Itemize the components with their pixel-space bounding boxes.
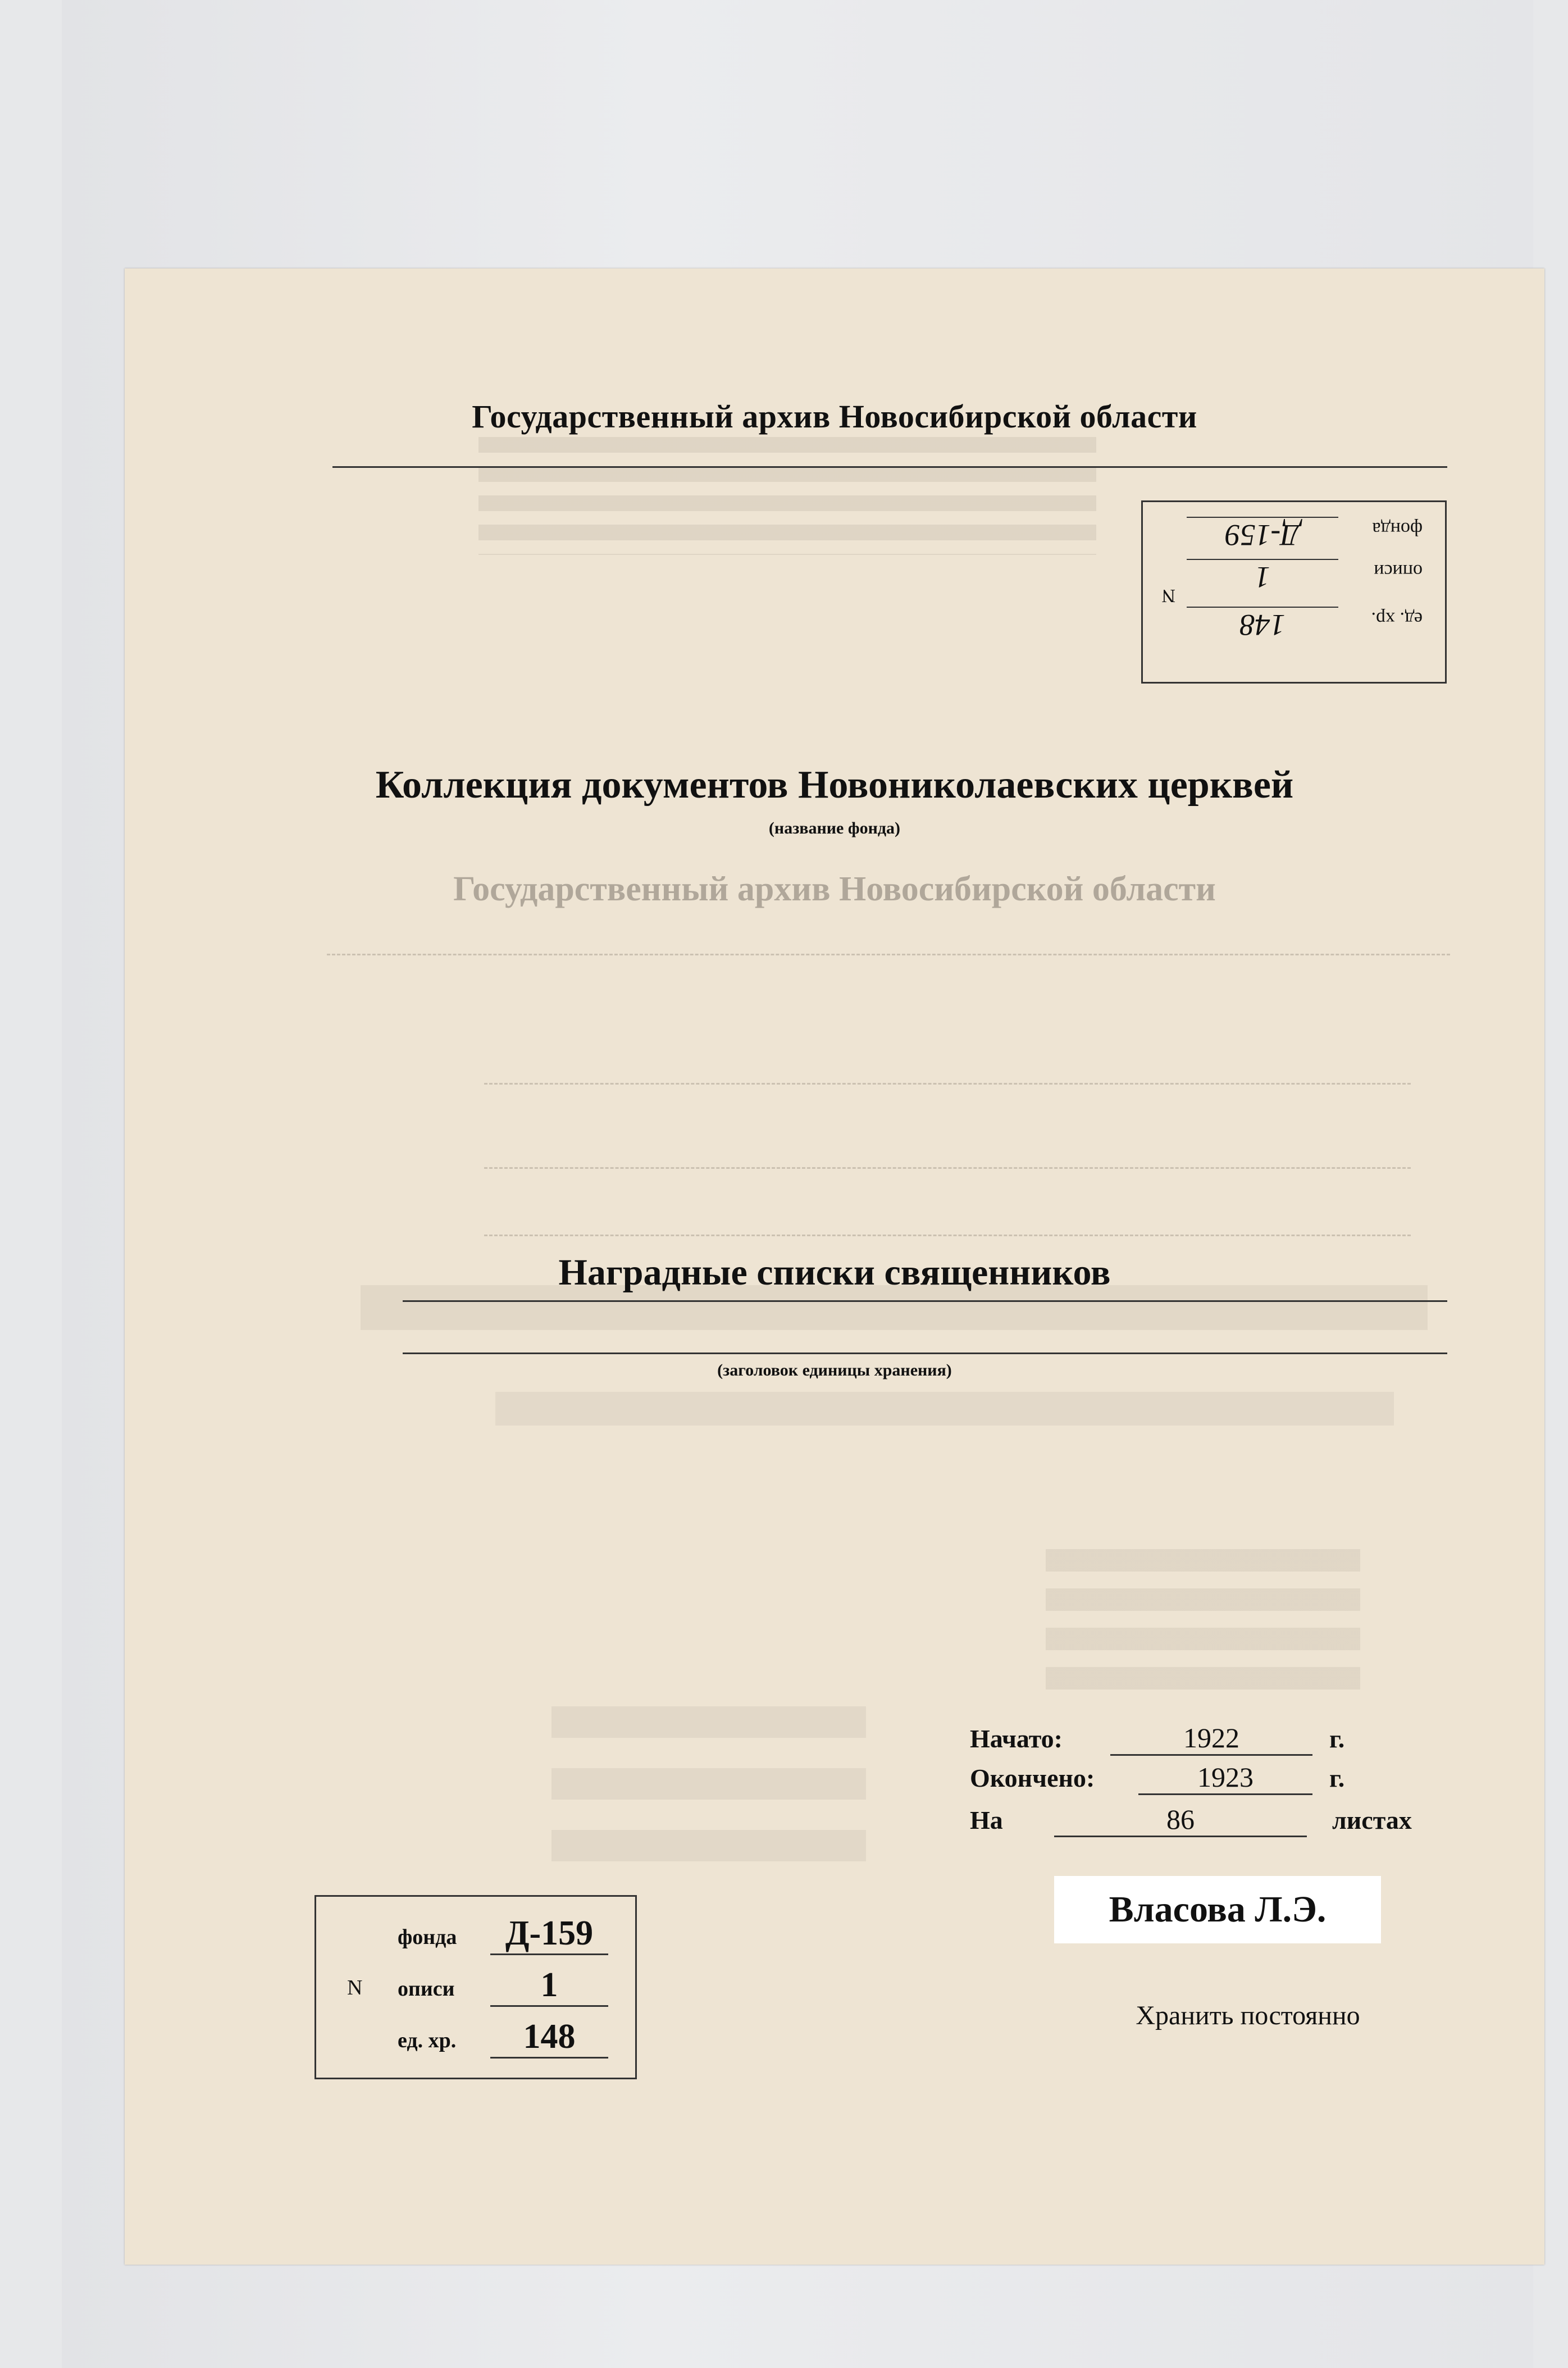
- code-item-label: ед. хр.: [398, 2029, 457, 2052]
- unit-divider: [403, 1353, 1447, 1354]
- archivist-name-label: Власова Л.Э.: [1054, 1876, 1381, 1943]
- code-row-inventory: [316, 1960, 635, 2009]
- code-item-value: 148: [490, 2017, 608, 2059]
- sheets-label: На: [970, 1806, 1003, 1834]
- unit-caption: (заголовок единицы хранения): [717, 1361, 952, 1379]
- stamp-inventory-label: описи: [1374, 561, 1423, 581]
- code-inventory-label: описи: [398, 1977, 455, 2001]
- sheets-suffix: листах: [1332, 1806, 1412, 1834]
- bleed-through-text: [495, 1392, 1394, 1426]
- archive-cover-sheet: [125, 268, 1544, 2265]
- code-fund-label: фонда: [398, 1925, 457, 1949]
- stamp-number-sign: N: [1161, 585, 1175, 606]
- bleed-through-line: [484, 1083, 1411, 1085]
- code-inventory-value: 1: [490, 1965, 608, 2007]
- bleed-through-line: [484, 1167, 1411, 1169]
- code-number-sign: N: [347, 1976, 363, 2000]
- bleed-through-text: [551, 1706, 866, 1875]
- bleed-through-line: [327, 954, 1450, 955]
- started-value: 1922: [1110, 1722, 1312, 1756]
- code-fund-value: Д-159: [490, 1914, 608, 1955]
- fund-caption: (название фонда): [768, 819, 901, 837]
- stamp-row-item: [1164, 603, 1423, 648]
- header-divider: [332, 466, 1447, 468]
- archive-code-box: [314, 1895, 637, 2079]
- stamp-fund-label: фонда: [1372, 518, 1423, 539]
- stamp-inventory-value: 1: [1187, 559, 1338, 595]
- started-label: Начато:: [970, 1724, 1063, 1753]
- started-suffix: г.: [1329, 1724, 1345, 1753]
- stamp-row-fund: [1164, 513, 1423, 558]
- ended-label: Окончено:: [970, 1764, 1095, 1792]
- bleed-through-text: [1046, 1549, 1360, 1706]
- ended-row: [970, 1757, 1475, 1796]
- ended-value: 1923: [1138, 1761, 1312, 1795]
- fund-title: Коллекция документов Новониколаевских церквей: [375, 763, 1294, 807]
- unit-title: Наградные списки священников: [558, 1252, 1111, 1293]
- retention-note: Хранить постоянно: [1136, 2001, 1360, 2030]
- stamp-item-label: ед. хр.: [1371, 608, 1423, 629]
- stamp-item-value: 148: [1187, 607, 1338, 643]
- ended-suffix: г.: [1329, 1764, 1345, 1792]
- started-row: [970, 1718, 1475, 1757]
- bleed-through-text: [478, 437, 1096, 555]
- code-row-item: [316, 2011, 635, 2061]
- archive-header: Государственный архив Новосибирской области: [472, 398, 1197, 435]
- faded-archive-name: Государственный архив Новосибирской области: [453, 870, 1216, 908]
- upside-down-stamp: [1141, 500, 1447, 684]
- sheets-row: [970, 1799, 1475, 1838]
- stamp-row-inventory: [1164, 555, 1423, 600]
- code-row-fund: [316, 1908, 635, 1957]
- stamp-fund-value: Д-159: [1187, 517, 1338, 553]
- sheets-value: 86: [1054, 1803, 1307, 1837]
- unit-divider: [403, 1300, 1447, 1302]
- bleed-through-line: [484, 1235, 1411, 1236]
